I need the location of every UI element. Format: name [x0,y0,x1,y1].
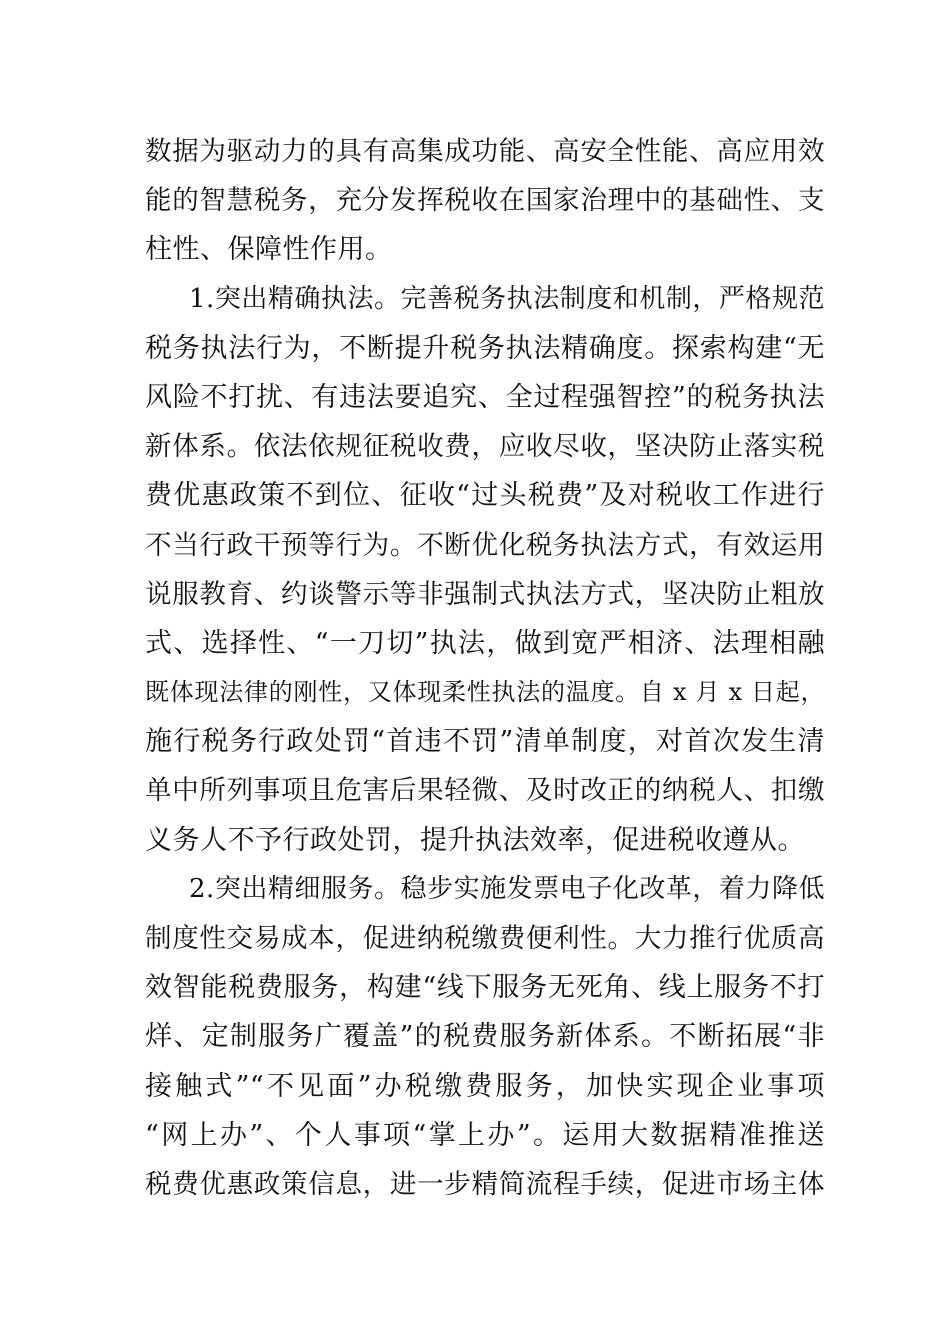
text-line: 不当行政干预等行为。不断优化税务执法方式，有效运用 [145,529,825,561]
text-line: 柱性、保障性作用。 [145,234,393,266]
text-line: 效智能税费服务，构建“线下服务无死角、线上服务不打 [145,972,825,1004]
text-line: 单中所列事项且危害后果轻微、及时改正的纳税人、扣缴 [145,775,825,807]
text-line: 义务人不予行政处罚，提升执法效率，促进税收遵从。 [145,824,805,856]
text-line: 施行税务行政处罚“首违不罚”清单制度，对首次发生清 [145,726,825,758]
text-line: 税费优惠政策信息，进一步精简流程手续，促进市场主体 [145,1168,825,1200]
text-line: 接触式”“不见面”办税缴费服务，加快实现企业事项 [145,1070,825,1102]
text-line: 新体系。依法依规征税收费，应收尽收，坚决防止落实税 [145,431,825,463]
text-line: 式、选择性、“一刀切”执法，做到宽严相济、法理相融 [145,627,825,659]
text-line: 既体现法律的刚性，又体现柔性执法的温度。自 x 月 x 日起， [145,678,825,707]
text-line: 能的智慧税务，充分发挥税收在国家治理中的基础性、支 [145,185,825,217]
text-line: 数据为驱动力的具有高集成功能、高安全性能、高应用效 [145,136,825,167]
text-line: 费优惠政策不到位、征收“过头税费”及对税收工作进行 [145,480,825,512]
text-line: 烊、定制服务广覆盖”的税费服务新体系。不断拓展“非 [145,1021,825,1053]
paragraph-start-line: 1.突出精确执法。完善税务执法制度和机制，严格规范 [189,283,825,314]
paragraph-start-line: 2.突出精细服务。稳步实施发票电子化改革，着力降低 [189,873,825,904]
text-line: 风险不打扰、有违法要追究、全过程强智控”的税务执法 [145,381,825,413]
text-line: 说服教育、约谈警示等非强制式执法方式，坚决防止粗放 [145,578,825,610]
text-line: “网上办”、个人事项“掌上办”。运用大数据精准推送 [145,1119,825,1151]
text-line: 税务执法行为，不断提升税务执法精确度。探索构建“无 [145,332,825,364]
text-line: 制度性交易成本，促进纳税缴费便利性。大力推行优质高 [145,923,825,954]
document-body [145,127,825,1209]
